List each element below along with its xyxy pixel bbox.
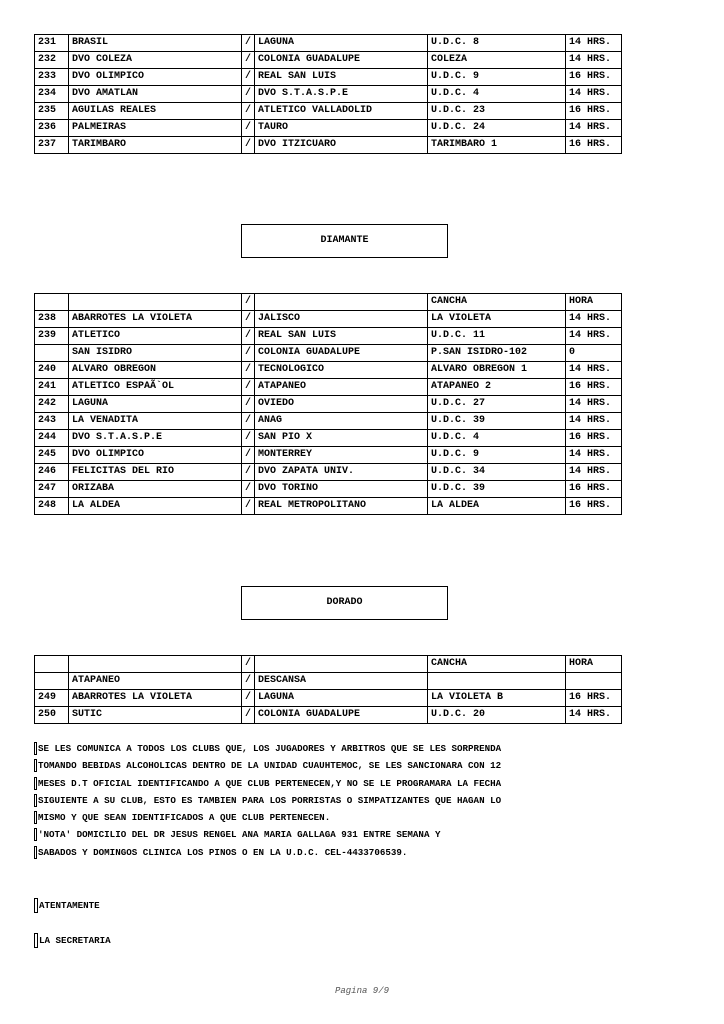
text-cursor-mark: [34, 811, 37, 824]
table-row: [35, 498, 622, 515]
signature-closing: [34, 900, 100, 911]
cell-num: 241: [35, 379, 69, 396]
cell-away: MONTERREY: [255, 447, 428, 464]
notice-line: [34, 809, 594, 826]
cell-sep: /: [242, 396, 255, 413]
table-row: [35, 481, 622, 498]
cell-time: 14 HRS.: [566, 396, 622, 413]
table-row: [35, 35, 622, 52]
text-cursor-mark: [34, 794, 37, 807]
cell-field: U.D.C. 20: [428, 707, 566, 724]
cell-home: AGUILAS REALES: [69, 103, 242, 120]
table-row: [35, 379, 622, 396]
cell-time: 0: [566, 345, 622, 362]
cell-away: COLONIA GUADALUPE: [255, 707, 428, 724]
cell-away: TECNOLOGICO: [255, 362, 428, 379]
table-row: [35, 120, 622, 137]
cell-num: 235: [35, 103, 69, 120]
cell-field: U.D.C. 11: [428, 328, 566, 345]
cell-field: P.SAN ISIDRO-102: [428, 345, 566, 362]
cell-num: 231: [35, 35, 69, 52]
cell-home: TARIMBARO: [69, 137, 242, 154]
fixtures-table-dorado: [34, 655, 622, 724]
cell-home: DVO OLIMPICO: [69, 447, 242, 464]
cell-away: TAURO: [255, 120, 428, 137]
cell-sep: /: [242, 430, 255, 447]
notice-line-text: MISMO Y QUE SEAN IDENTIFICADOS A QUE CLUB PERTENECEN.: [38, 812, 331, 824]
cell-time: 16 HRS.: [566, 103, 622, 120]
cell-sep: /: [242, 673, 255, 690]
cell-time: 16 HRS.: [566, 69, 622, 86]
notice-line-text: 'NOTA' DOMICILIO DEL DR JESUS RENGEL ANA MARIA GALLAGA 931 ENTRE SEMANA Y: [38, 829, 441, 841]
fixtures-table-top: [34, 34, 622, 154]
cell-field: LA VIOLETA: [428, 311, 566, 328]
notice-line: [34, 844, 594, 861]
cell-away: DVO S.T.A.S.P.E: [255, 86, 428, 103]
cell-field: U.D.C. 39: [428, 413, 566, 430]
cell-sep: /: [242, 498, 255, 515]
cell-field: ATAPANEO 2: [428, 379, 566, 396]
signature-closing-text: ATENTAMENTE: [39, 900, 100, 911]
cell-num: 240: [35, 362, 69, 379]
cell-sep: /: [242, 294, 255, 311]
cell-sep: /: [242, 52, 255, 69]
cell-sep: /: [242, 120, 255, 137]
cell-time: 14 HRS.: [566, 464, 622, 481]
cell-home: DVO OLIMPICO: [69, 69, 242, 86]
table-row: [35, 362, 622, 379]
cell-time: [566, 673, 622, 690]
cell-away: LAGUNA: [255, 35, 428, 52]
cell-time: 16 HRS.: [566, 481, 622, 498]
cell-field: U.D.C. 9: [428, 69, 566, 86]
cell-sep: /: [242, 345, 255, 362]
text-cursor-mark: [34, 898, 38, 913]
cell-num: 232: [35, 52, 69, 69]
table-row: [35, 447, 622, 464]
cell-num: 242: [35, 396, 69, 413]
table-row: [35, 103, 622, 120]
cell-num: 237: [35, 137, 69, 154]
cell-home: DVO AMATLAN: [69, 86, 242, 103]
cell-away: [255, 656, 428, 673]
cell-field: LA VIOLETA B: [428, 690, 566, 707]
page-number: Pagina 9/9: [334, 986, 389, 996]
table-row: [35, 345, 622, 362]
cell-field: ALVARO OBREGON 1: [428, 362, 566, 379]
cell-time: HORA: [566, 656, 622, 673]
table-row: [35, 396, 622, 413]
notice-line-text: MESES D.T OFICIAL IDENTIFICANDO A QUE CLUB PERTENECEN,Y NO SE LE PROGRAMARA LA FECHA: [38, 777, 502, 789]
section-title-dorado: DORADO: [241, 586, 448, 620]
cell-away: DVO ZAPATA UNIV.: [255, 464, 428, 481]
table-row: [35, 52, 622, 69]
cell-time: 14 HRS.: [566, 362, 622, 379]
cell-home: ALVARO OBREGON: [69, 362, 242, 379]
cell-num: 247: [35, 481, 69, 498]
cell-home: DVO COLEZA: [69, 52, 242, 69]
table-row: [35, 690, 622, 707]
cell-field: CANCHA: [428, 294, 566, 311]
notice-text: [34, 740, 594, 861]
text-cursor-mark: [34, 846, 37, 859]
cell-sep: /: [242, 413, 255, 430]
cell-sep: /: [242, 690, 255, 707]
cell-away: REAL METROPOLITANO: [255, 498, 428, 515]
text-cursor-mark: [34, 933, 38, 948]
cell-field: U.D.C. 4: [428, 86, 566, 103]
cell-num: 249: [35, 690, 69, 707]
cell-away: OVIEDO: [255, 396, 428, 413]
table-row: [35, 673, 622, 690]
cell-home: [69, 656, 242, 673]
cell-away: DVO TORINO: [255, 481, 428, 498]
signature-role: [34, 935, 111, 946]
cell-time: 14 HRS.: [566, 447, 622, 464]
cell-sep: /: [242, 481, 255, 498]
fixtures-table-diamante: [34, 293, 622, 515]
cell-field: U.D.C. 34: [428, 464, 566, 481]
notice-line-text: SABADOS Y DOMINGOS CLINICA LOS PINOS O EN LA U.D.C. CEL-4433706539.: [38, 846, 408, 858]
notice-line: [34, 775, 594, 792]
cell-home: LAGUNA: [69, 396, 242, 413]
cell-away: SAN PIO X: [255, 430, 428, 447]
cell-sep: /: [242, 707, 255, 724]
cell-away: LAGUNA: [255, 690, 428, 707]
cell-away: [255, 294, 428, 311]
table-row: [35, 86, 622, 103]
cell-sep: /: [242, 447, 255, 464]
cell-time: 14 HRS.: [566, 120, 622, 137]
signature-role-text: LA SECRETARIA: [39, 935, 111, 946]
cell-away: ANAG: [255, 413, 428, 430]
cell-time: 16 HRS.: [566, 379, 622, 396]
notice-line-text: SE LES COMUNICA A TODOS LOS CLUBS QUE, LOS JUGADORES Y ARBITROS QUE SE LES SORPRENDA: [38, 743, 502, 754]
notice-line: [34, 792, 594, 809]
table-row: [35, 137, 622, 154]
cell-num: 236: [35, 120, 69, 137]
notice-line: [34, 740, 594, 757]
cell-home: LA ALDEA: [69, 498, 242, 515]
section-title-diamante: DIAMANTE: [241, 224, 448, 258]
cell-field: COLEZA: [428, 52, 566, 69]
cell-home: ATLETICO: [69, 328, 242, 345]
cell-field: U.D.C. 8: [428, 35, 566, 52]
cell-num: 244: [35, 430, 69, 447]
cell-num: 248: [35, 498, 69, 515]
cell-away: REAL SAN LUIS: [255, 69, 428, 86]
cell-home: ABARROTES LA VIOLETA: [69, 311, 242, 328]
cell-away: COLONIA GUADALUPE: [255, 345, 428, 362]
cell-field: CANCHA: [428, 656, 566, 673]
table-header-row: [35, 656, 622, 673]
cell-home: ABARROTES LA VIOLETA: [69, 690, 242, 707]
cell-field: [428, 673, 566, 690]
table-row: [35, 69, 622, 86]
cell-sep: /: [242, 379, 255, 396]
cell-time: 14 HRS.: [566, 311, 622, 328]
text-cursor-mark: [34, 777, 37, 790]
cell-field: U.D.C. 23: [428, 103, 566, 120]
text-cursor-mark: [34, 828, 37, 841]
cell-sep: /: [242, 311, 255, 328]
cell-home: PALMEIRAS: [69, 120, 242, 137]
cell-num: [35, 345, 69, 362]
cell-field: LA ALDEA: [428, 498, 566, 515]
cell-sep: /: [242, 137, 255, 154]
cell-field: U.D.C. 27: [428, 396, 566, 413]
cell-num: 234: [35, 86, 69, 103]
cell-home: ATAPANEO: [69, 673, 242, 690]
cell-away: REAL SAN LUIS: [255, 328, 428, 345]
cell-time: 14 HRS.: [566, 413, 622, 430]
cell-time: HORA: [566, 294, 622, 311]
table-row: [35, 707, 622, 724]
cell-home: BRASIL: [69, 35, 242, 52]
cell-sep: /: [242, 362, 255, 379]
cell-sep: /: [242, 328, 255, 345]
cell-home: ATLETICO ESPAÃ`OL: [69, 379, 242, 396]
cell-field: U.D.C. 9: [428, 447, 566, 464]
cell-home: SAN ISIDRO: [69, 345, 242, 362]
cell-num: 233: [35, 69, 69, 86]
cell-time: 16 HRS.: [566, 690, 622, 707]
cell-time: 14 HRS.: [566, 52, 622, 69]
cell-sep: /: [242, 464, 255, 481]
cell-num: [35, 656, 69, 673]
cell-sep: /: [242, 656, 255, 673]
cell-num: 246: [35, 464, 69, 481]
cell-sep: /: [242, 69, 255, 86]
cell-time: 14 HRS.: [566, 328, 622, 345]
text-cursor-mark: [34, 759, 37, 772]
cell-sep: /: [242, 35, 255, 52]
cell-time: 14 HRS.: [566, 86, 622, 103]
cell-away: ATLETICO VALLADOLID: [255, 103, 428, 120]
cell-num: 243: [35, 413, 69, 430]
cell-num: [35, 294, 69, 311]
cell-away: DVO ITZICUARO: [255, 137, 428, 154]
table-row: [35, 413, 622, 430]
cell-num: [35, 673, 69, 690]
cell-home: FELICITAS DEL RIO: [69, 464, 242, 481]
cell-sep: /: [242, 103, 255, 120]
cell-home: SUTIC: [69, 707, 242, 724]
cell-away: JALISCO: [255, 311, 428, 328]
table-header-row: [35, 294, 622, 311]
cell-sep: /: [242, 86, 255, 103]
notice-line-text: SIGUIENTE A SU CLUB, ESTO ES TAMBIEN PARA LOS PORRISTAS O SIMPATIZANTES QUE HAGAN LO: [38, 794, 502, 806]
notice-line-text: TOMANDO BEBIDAS ALCOHOLICAS DENTRO DE LA UNIDAD CUAUHTEMOC, SE LES SANCIONARA CON 12: [38, 760, 502, 772]
table-row: [35, 430, 622, 447]
cell-field: TARIMBARO 1: [428, 137, 566, 154]
cell-num: 239: [35, 328, 69, 345]
cell-away: COLONIA GUADALUPE: [255, 52, 428, 69]
cell-home: ORIZABA: [69, 481, 242, 498]
cell-time: 16 HRS.: [566, 498, 622, 515]
cell-away: DESCANSA: [255, 673, 428, 690]
cell-time: 14 HRS.: [566, 35, 622, 52]
cell-home: DVO S.T.A.S.P.E: [69, 430, 242, 447]
cell-num: 238: [35, 311, 69, 328]
cell-home: [69, 294, 242, 311]
cell-time: 16 HRS.: [566, 430, 622, 447]
cell-time: 16 HRS.: [566, 137, 622, 154]
cell-time: 14 HRS.: [566, 707, 622, 724]
table-row: [35, 328, 622, 345]
cell-num: 250: [35, 707, 69, 724]
cell-home: LA VENADITA: [69, 413, 242, 430]
notice-line: [34, 826, 594, 843]
cell-away: ATAPANEO: [255, 379, 428, 396]
cell-num: 245: [35, 447, 69, 464]
cell-field: U.D.C. 4: [428, 430, 566, 447]
text-cursor-mark: [34, 742, 37, 755]
table-row: [35, 464, 622, 481]
notice-line: [34, 757, 594, 774]
cell-field: U.D.C. 39: [428, 481, 566, 498]
cell-field: U.D.C. 24: [428, 120, 566, 137]
table-row: [35, 311, 622, 328]
